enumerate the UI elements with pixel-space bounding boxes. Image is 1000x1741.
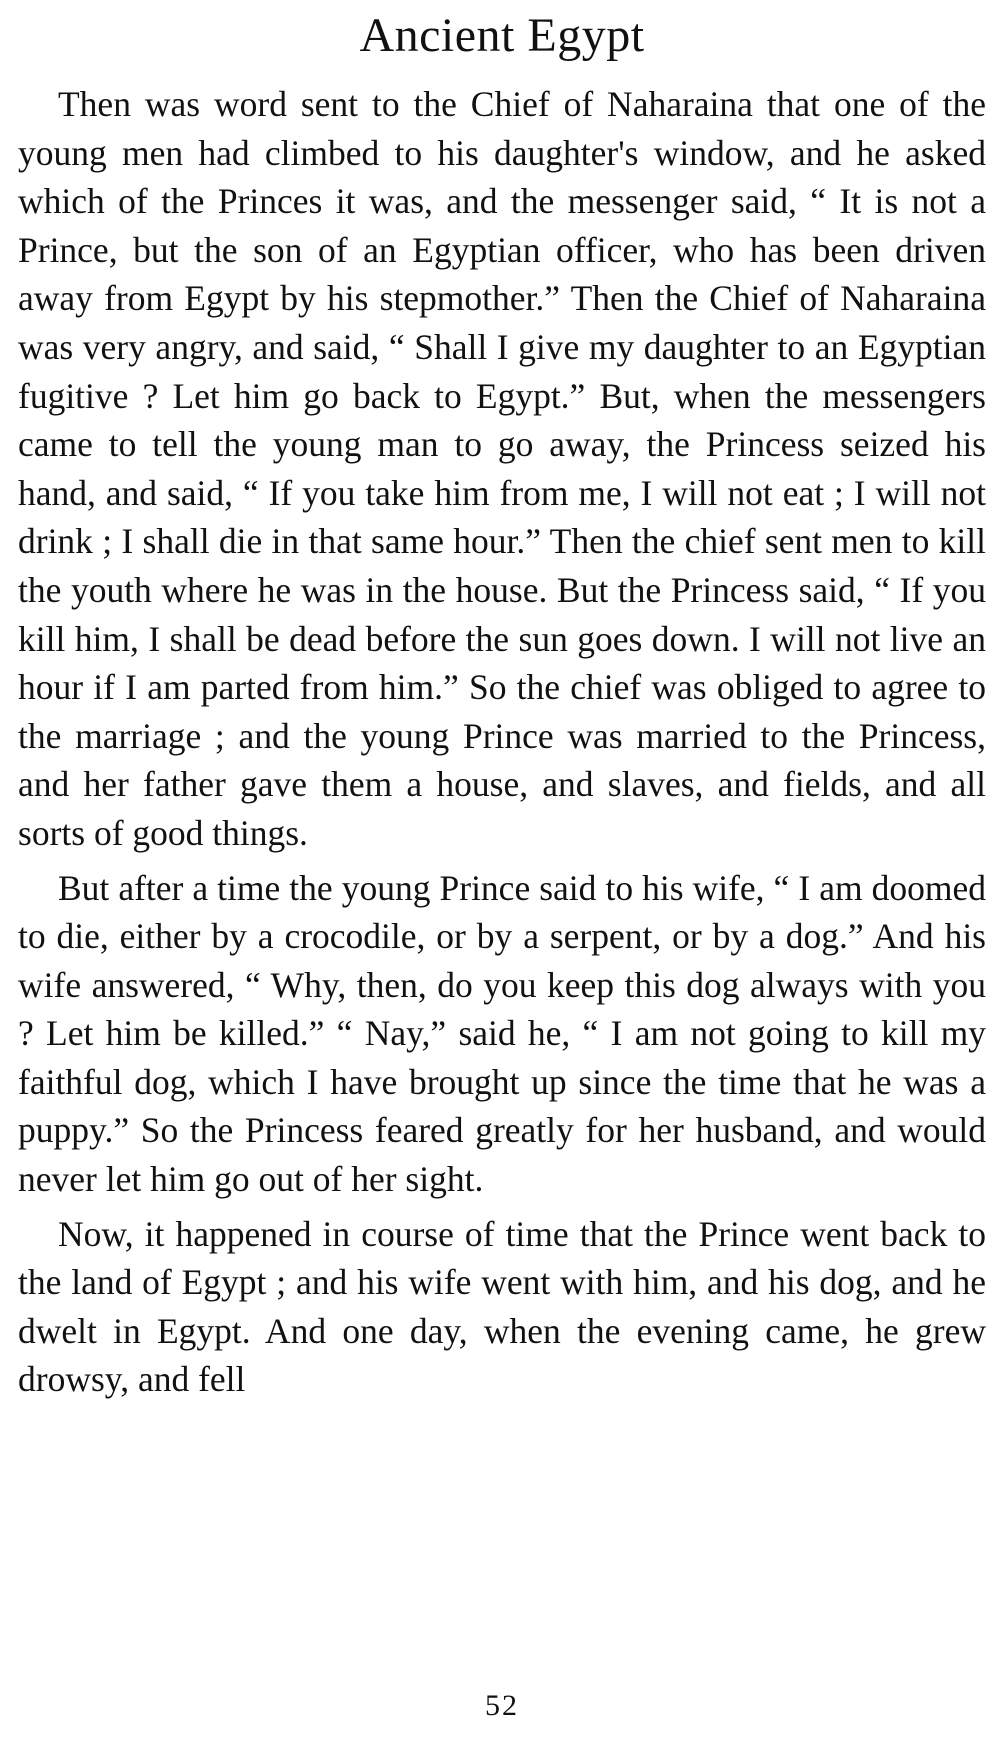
page-number: 52 — [485, 1689, 519, 1722]
paragraph: Now, it happened in course of time that the Prince went back to the land of Egypt ; and his wife went with him, and his dog, and he dwelt in Egypt. And one day, when the evening came, he grew drowsy, and fell — [18, 1213, 986, 1400]
paragraph: Then was word sent to the Chief of Naharaina that one of the young men had climbed to his daughter's window, and he asked which of the Princes it was, and the messenger said, “ It is not a Prince, but the son of an Egyptian officer, who has been driven away from Egypt by his stepmother.” Then the Chief of Naharaina was very angry, and said, “ Shall I give my daughter to an Egyptian fugitive ? Let him go back to Egypt.” But, when the messengers came to tell the young man to go away, the Princess seized his hand, and said, “ If you take him from me, I will not eat ; I will not drink ; I shall die in that same hour.” Then the chief sent men to kill the youth where he was in the house. But the Princess said, “ If you kill him, I shall be dead before the sun goes down. I will not live an hour if I am parted from him.” So the chief was obliged to agree to the marriage ; and the young Prince was married to the Princess, and her father gave them a house, and slaves, and fields, and all sorts of good things. — [18, 84, 986, 853]
body-text — [18, 80, 986, 1404]
paragraph: But after a time the young Prince said to his wife, “ I am doomed to die, either by a crocodile, or by a serpent, or by a dog.” And his wife answered, “ Why, then, do you keep this dog always with you ? Let him be killed.” “ Nay,” said he, “ I am not going to kill my faithful dog, which I have brought up since the time that he was a puppy.” So the Princess feared greatly for her husband, and would never let him go out of her sight. — [18, 867, 986, 1200]
book-page — [18, 0, 986, 1741]
page-title: Ancient Egypt — [359, 9, 645, 62]
